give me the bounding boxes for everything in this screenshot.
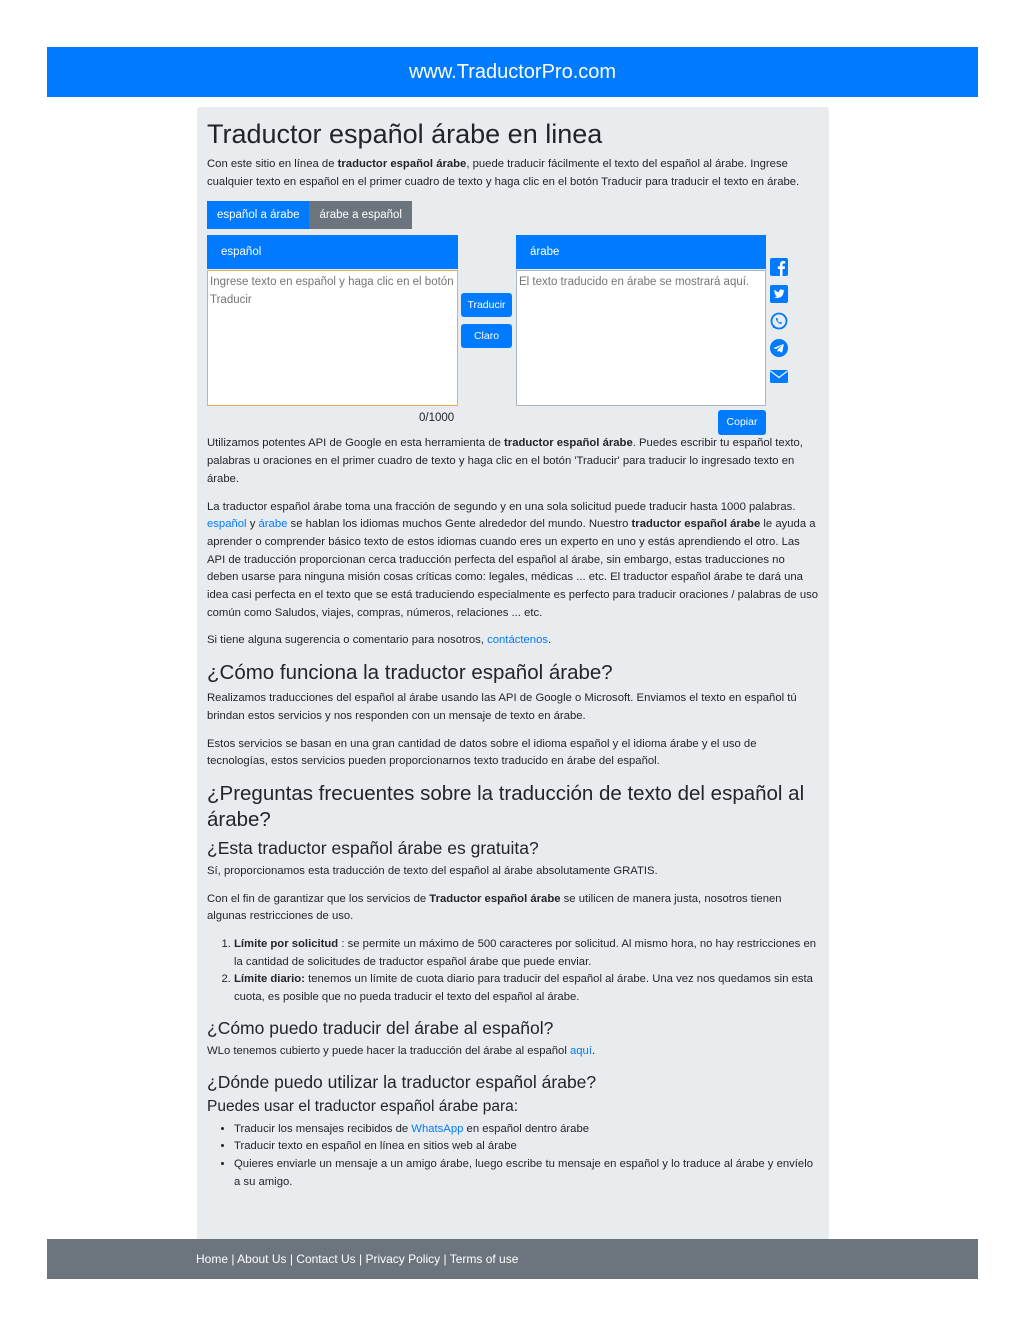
link-espanol[interactable]: español (207, 518, 247, 531)
info-paragraph-1: Utilizamos potentes API de Google en esta herramienta de traductor español árabe. Puedes escribir tu español texto, palabras u oraciones en el primer cuadro de texto y haga clic en el botón 'Traducir' para traducir lo ingresado texto en árabe. (207, 437, 803, 485)
content (207, 107, 819, 1201)
twitter-icon[interactable] (769, 284, 789, 304)
whatsapp-icon[interactable] (769, 311, 789, 331)
contact-paragraph: Si tiene alguna sugerencia o comentario para nosotros, contáctenos. (207, 634, 552, 647)
heading-free: ¿Esta traductor español árabe es gratuita? (207, 837, 539, 858)
uses-list (207, 1121, 819, 1192)
site-header (47, 47, 978, 97)
footer-about-link[interactable]: About Us (237, 1252, 287, 1266)
footer-privacy-link[interactable]: Privacy Policy (365, 1252, 441, 1266)
telegram-icon[interactable] (769, 338, 789, 358)
target-header: árabe (516, 235, 766, 269)
how-paragraph-2: Estos servicios se basan en una gran cantidad de datos sobre el idioma español y el idioma árabe y el uso de tecnologías, estos servicios pueden proporcionarnos texto traducido en árabe del español. (207, 737, 757, 768)
tab-es-ar[interactable]: español a árabe (207, 201, 309, 229)
tab-ar-es[interactable]: árabe a español (309, 201, 411, 229)
list-item: • Quieres enviarle un mensaje a un amigo árabe, luego escribe tu mensaje en español y lo traduce al árabe y envíelo a su amigo. (234, 1156, 819, 1191)
footer-home-link[interactable]: Home (196, 1252, 229, 1266)
footer-separator: | (228, 1252, 238, 1266)
copy-button[interactable]: Copiar (718, 410, 766, 435)
footer-separator: | (440, 1252, 450, 1266)
site-footer (47, 1239, 978, 1279)
how-paragraph-1: Realizamos traducciones del español al árabe usando las API de Google o Microsoft. Enviamos el texto en español tú brindan estos servicios y nos responden con un mensaje de texto en árabe. (207, 692, 797, 722)
intro-paragraph: Con este sitio en línea de traductor español árabe, puede traducir fácilmente el texto del español al árabe. Ingrese cualquier texto en español en el primer cuadro de texto y haga clic en el botón Traducir para traducir el texto en árabe. (207, 158, 800, 188)
email-icon[interactable] (769, 366, 789, 386)
page-title: Traductor español árabe en linea (207, 119, 603, 149)
target-textarea[interactable] (516, 270, 766, 406)
list-item: • Traducir los mensajes recibidos de WhatsApp en español dentro árabe (234, 1121, 819, 1139)
reverse-paragraph: WLo tenemos cubierto y puede hacer la traducción del árabe al español aquí. (207, 1044, 596, 1057)
direction-tabs (207, 201, 819, 229)
footer-terms-link[interactable]: Terms of use (449, 1252, 519, 1266)
footer-separator: | (355, 1252, 366, 1266)
list-item: • Traducir texto en español en línea en sitios web al árabe (234, 1138, 819, 1156)
link-arabe[interactable]: árabe (258, 518, 288, 531)
free-paragraph-2: Con el fin de garantizar que los servicios de Traductor español árabe se utilicen de manera justa, nosotros tienen algunas restricciones de uso. (207, 892, 782, 923)
heading-where: ¿Dónde puedo utilizar la traductor español árabe? (207, 1071, 597, 1092)
list-item: 1. Límite por solicitud : se permite un máximo de 500 caracteres por solicitud. Al mismo hora, no hay restricciones en la cantidad de solicitudes de traductor español árabe que puede enviar. (234, 936, 819, 971)
footer-contact-link[interactable]: Contact Us (296, 1252, 356, 1266)
heading-uses: Puedes usar el traductor español árabe para: (207, 1097, 519, 1115)
list-item: 2. Límite diario: tenemos un límite de cuota diario para traducir del español al árabe. Una vez nos quedamos sin esta cuota, es posible que no pueda traducir el texto del español al árabe. (234, 971, 819, 1006)
source-textarea[interactable] (207, 270, 458, 406)
heading-how: ¿Cómo funciona la traductor español árabe? (207, 661, 613, 685)
info-paragraph-2: La traductor español árabe toma una fracción de segundo y en una sola solicitud puede traducir hasta 1000 palabras. español y árabe se hablan los idiomas muchos Gente alrededor del mundo. Nuestro traductor español árabe le ayuda a aprender o comprender básico texto de estos idiomas cuando eres un experto en uno y estás aprendiendo el otro. Las API de traducción proporcionan cerca traducción perfecta del español al árabe, sin embargo, estas traducciones no deben usarse para ninguna misión cosas críticas como: legales, médicas ... etc. El traductor español árabe te dará una idea casi perfecta en el texto que se está traduciendo especialmente es perfecto para traducir oraciones / palabras de uso común como Saludos, viajes, compras, números, relaciones ... etc. (207, 500, 819, 619)
translator-tool (207, 235, 819, 435)
limits-list (207, 936, 819, 1007)
char-counter: 0/1000 (419, 412, 455, 425)
translate-button[interactable]: Traducir (461, 293, 512, 317)
source-header: español (207, 235, 458, 269)
free-paragraph-1: Sí, proporcionamos esta traducción de texto del español al árabe absolutamente GRATIS. (207, 864, 658, 877)
heading-faq: ¿Preguntas frecuentes sobre la traducción de texto del español al árabe? (207, 781, 805, 831)
site-url[interactable]: www.TraductorPro.com (408, 60, 617, 83)
facebook-icon[interactable] (769, 257, 789, 277)
clear-button[interactable]: Claro (461, 324, 512, 348)
reverse-link[interactable]: aquí (569, 1044, 592, 1057)
whatsapp-link[interactable]: WhatsApp (411, 1122, 464, 1135)
contact-link[interactable]: contáctenos (487, 634, 549, 647)
heading-reverse: ¿Cómo puedo traducir del árabe al español? (207, 1017, 554, 1038)
main-card (197, 107, 829, 1247)
footer-separator: | (286, 1252, 297, 1266)
